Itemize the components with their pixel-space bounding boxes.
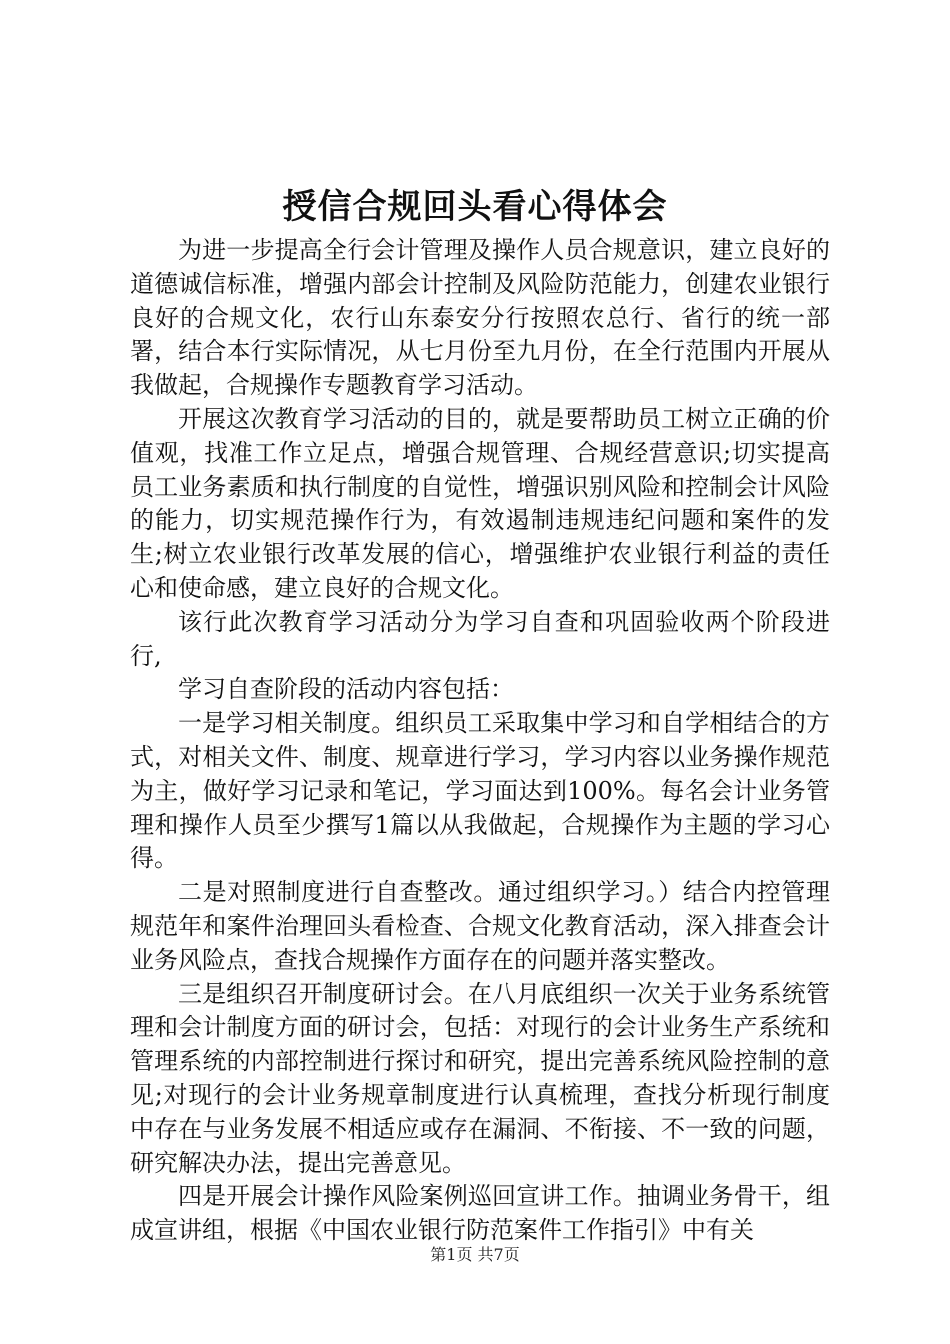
paragraph: 该行此次教育学习活动分为学习自查和巩固验收两个阶段进行, <box>130 607 830 670</box>
document-title: 授信合规回头看心得体会 <box>282 187 668 227</box>
document-body <box>130 234 830 1248</box>
paragraph: 学习自查阶段的活动内容包括： <box>178 675 514 704</box>
paragraph: 为进一步提高全行会计管理及操作人员合规意识，建立良好的道德诚信标准，增强内部会计控制及风险防范能力，创建农业银行良好的合规文化，农行山东泰安分行按照农总行、省行的统一部署，结合本行实际情况，从七月份至九月份，在全行范围内开展从我做起，合规操作专题教育学习活动。 <box>130 236 830 400</box>
paragraph: 二是对照制度进行自查整改。通过组织学习。）结合内控管理规范年和案件治理回头看检查、合规文化教育活动，深入排查会计业务风险点，查找合规操作方面存在的问题并落实整改。 <box>130 878 830 974</box>
paragraph: 四是开展会计操作风险案例巡回宣讲工作。抽调业务骨干，组成宣讲组，根据《中国农业银行防范案件工作指引》中有关 <box>130 1182 830 1245</box>
page-number-footer: 第1页 共7页 <box>430 1245 520 1264</box>
paragraph: 一是学习相关制度。组织员工采取集中学习和自学相结合的方式，对相关文件、制度、规章进行学习，学习内容以业务操作规范为主，做好学习记录和笔记，学习面达到100%。每名会计业务管理和操作人员至少撰写1篇以从我做起，合规操作为主题的学习心得。 <box>130 709 830 873</box>
paragraph: 三是组织召开制度研讨会。在八月底组织一次关于业务系统管理和会计制度方面的研讨会，包括：对现行的会计业务生产系统和管理系统的内部控制进行探讨和研究，提出完善系统风险控制的意见;对现行的会计业务规章制度进行认真梳理，查找分析现行制度中存在与业务发展不相适应或存在漏洞、不衔接、不一致的问题，研究解决办法，提出完善意见。 <box>130 979 830 1177</box>
paragraph: 开展这次教育学习活动的目的，就是要帮助员工树立正确的价值观，找准工作立足点，增强合规管理、合规经营意识;切实提高员工业务素质和执行制度的自觉性，增强识别风险和控制会计风险的能力，切实规范操作行为，有效遏制违规违纪问题和案件的发生;树立农业银行改革发展的信心，增强维护农业银行利益的责任心和使命感，建立良好的合规文化。 <box>130 404 830 602</box>
